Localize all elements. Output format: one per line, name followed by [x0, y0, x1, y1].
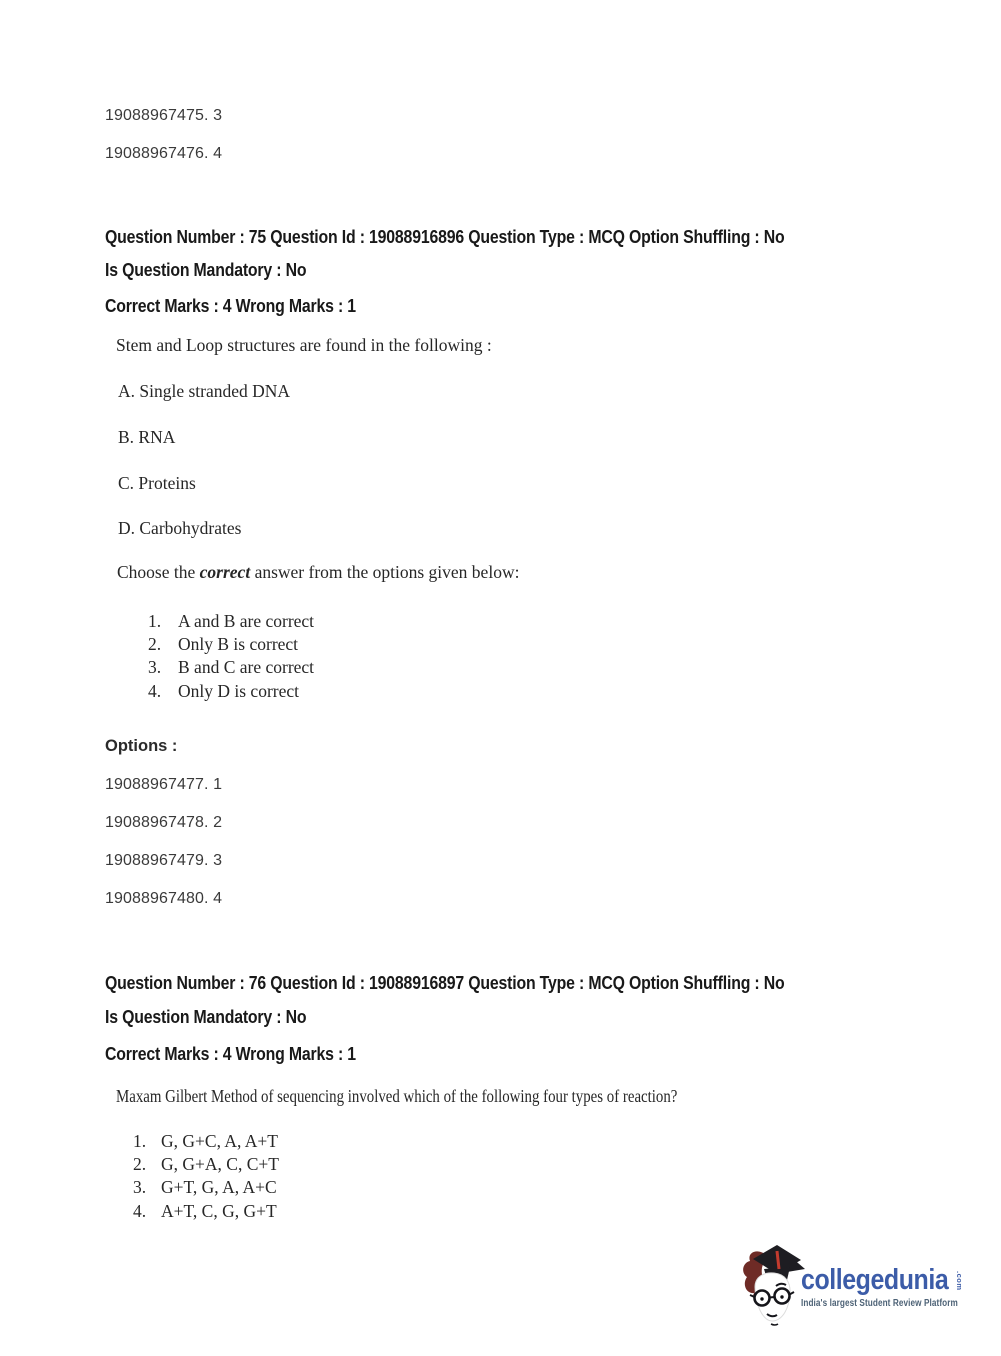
options-label: Options :	[105, 737, 178, 755]
question75-marks: Correct Marks : 4 Wrong Marks : 1	[105, 296, 356, 316]
question75-mandatory: Is Question Mandatory : No	[105, 260, 307, 280]
option-id-line: 19088967479. 3	[105, 852, 223, 869]
list-item	[148, 633, 314, 656]
list-item-text: A+T, C, G, G+T	[161, 1200, 277, 1221]
question75-choice-c: C. Proteins	[118, 473, 196, 493]
list-item-number: 1.	[133, 1131, 147, 1151]
list-item-text: Only B is correct	[178, 634, 299, 655]
collegedunia-tld-text: .com	[955, 1271, 964, 1291]
list-item	[133, 1153, 279, 1176]
instruction-suffix: answer from the options given below:	[250, 562, 520, 582]
collegedunia-tagline: India's largest Student Review Platform	[801, 1298, 958, 1309]
list-item-number: 1.	[148, 611, 162, 631]
list-item	[133, 1200, 279, 1223]
list-item	[148, 680, 314, 703]
option-id-line: 19088967476. 4	[105, 145, 223, 162]
list-item	[148, 656, 314, 679]
collegedunia-brand-text: collegedunia	[801, 1264, 949, 1296]
list-item-number: 2.	[148, 634, 162, 655]
question76-marks: Correct Marks : 4 Wrong Marks : 1	[105, 1044, 356, 1064]
question76-numbered-options	[133, 1130, 279, 1223]
option-id-line: 19088967477. 1	[105, 776, 223, 793]
question75-choice-a: A. Single stranded DNA	[118, 381, 291, 401]
list-item-number: 4.	[133, 1200, 147, 1221]
question75-instruction	[117, 562, 519, 583]
collegedunia-mascot-icon	[741, 1242, 805, 1328]
list-item-number: 4.	[148, 680, 162, 701]
list-item	[133, 1130, 279, 1153]
list-item-number: 3.	[133, 1177, 147, 1198]
question75-choice-b: B. RNA	[118, 427, 176, 447]
instruction-prefix: Choose the	[117, 562, 200, 582]
list-item-text: A and B are correct	[178, 611, 315, 631]
instruction-emphasis: correct	[199, 562, 251, 582]
question76-mandatory: Is Question Mandatory : No	[105, 1007, 307, 1027]
option-id-line: 19088967478. 2	[105, 814, 223, 831]
list-item-text: B and C are correct	[178, 657, 315, 678]
list-item-text: G+T, G, A, A+C	[161, 1177, 277, 1198]
list-item-text: G, G+A, C, C+T	[161, 1154, 279, 1175]
question75-header: Question Number : 75 Question Id : 19088916896 Question Type : MCQ Option Shuffling : No	[105, 227, 785, 247]
list-item-number: 3.	[148, 657, 162, 678]
option-id-line: 19088967480. 4	[105, 890, 223, 907]
question76-header: Question Number : 76 Question Id : 19088916897 Question Type : MCQ Option Shuffling : No	[105, 973, 785, 993]
question75-numbered-options	[148, 610, 314, 703]
question75-stem: Stem and Loop structures are found in the following :	[116, 335, 492, 355]
list-item-text: G, G+C, A, A+T	[161, 1131, 278, 1151]
list-item	[148, 610, 314, 633]
list-item-text: Only D is correct	[178, 680, 300, 701]
question76-stem: Maxam Gilbert Method of sequencing involved which of the following four types of reaction?	[116, 1086, 678, 1106]
question75-choice-d: D. Carbohydrates	[118, 518, 242, 538]
list-item	[133, 1176, 279, 1199]
list-item-number: 2.	[133, 1154, 147, 1175]
option-id-line: 19088967475. 3	[105, 107, 223, 124]
